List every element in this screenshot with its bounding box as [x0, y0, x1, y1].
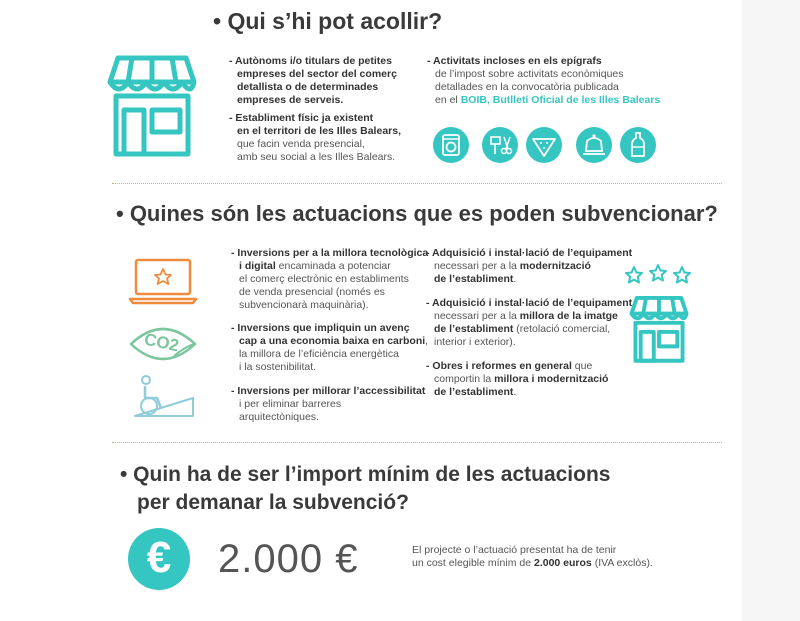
shop-icon	[106, 52, 198, 162]
action-digital-improvement: - Inversions per a la millora tecnològica i digital encaminada a potenciar el comerç electrònic en establiments de venda presencial (només es subvencionarà maquinària).	[231, 247, 429, 311]
three-stars-icon	[622, 263, 694, 287]
co2-label: CO2	[142, 329, 181, 356]
euro-icon: €	[128, 528, 190, 590]
minimum-amount: 2.000 €	[218, 537, 359, 581]
right-margin-panel	[742, 0, 800, 621]
accessibility-ramp-icon	[133, 374, 195, 418]
watermelon-icon	[526, 127, 562, 163]
shop-icon	[627, 294, 691, 366]
pudding-icon	[576, 127, 612, 163]
boib-link[interactable]: BOIB, Butlletí Oficial de les Illes Balears	[460, 94, 661, 106]
action-equipment-image: - Adquisició i instal·lació de l’equipament necessari per a la millora de la imatge de l’establiment (retolació comercial, interior i exterior).	[426, 297, 633, 348]
eligibility-activities: - Activitats incloses en els epígrafs de l’impost sobre activitats econòmiques detallades en la convocatòria publicada en el BOIB, Butlletí Oficial de les Illes Balears	[427, 55, 661, 106]
laptop-star-icon	[128, 257, 198, 305]
section-title-who: • Qui s’hi pot acollir?	[213, 8, 443, 34]
bottle-icon	[620, 127, 656, 163]
action-works-reforms: - Obres i reformes en general que comportin la millora i modernització de l’establiment.	[426, 360, 609, 398]
washing-machine-icon	[433, 127, 469, 163]
minimum-description: El projecte o l’actuació presentat ha de tenir un cost elegible mínim de 2.000 euros (IVA exclòs).	[412, 544, 653, 569]
eligibility-businesses: - Autònoms i/o titulars de petites empreses del sector del comerç detallista o de determinades empreses de serveis.	[229, 55, 397, 106]
section-title-actions: • Quines són les actuacions que es poden subvencionar?	[116, 201, 718, 226]
eligibility-establishment: - Establiment físic ja existent en el territori de les Illes Balears, que facin venda presencial, amb seu social a les Illes Balears.	[229, 112, 401, 163]
section-divider-1	[112, 183, 722, 184]
section-divider-2	[112, 442, 722, 443]
action-accessibility: - Inversions per millorar l’accessibilitat i per eliminar barreres arquitectòniques.	[231, 385, 426, 423]
co2-leaf-icon	[128, 320, 198, 368]
section-title-minimum: • Quin ha de ser l’import mínim de les actuacions per demanar la subvenció?	[120, 463, 611, 514]
action-equipment-modernization: - Adquisició i instal·lació de l’equipament necessari per a la modernització de l’establiment.	[426, 247, 633, 285]
action-low-carbon: - Inversions que impliquin un avenç cap a una economia baixa en carboni, la millora de l’eficiència energètica i la sostenibilitat.	[231, 322, 429, 373]
hairdresser-icon	[482, 127, 518, 163]
